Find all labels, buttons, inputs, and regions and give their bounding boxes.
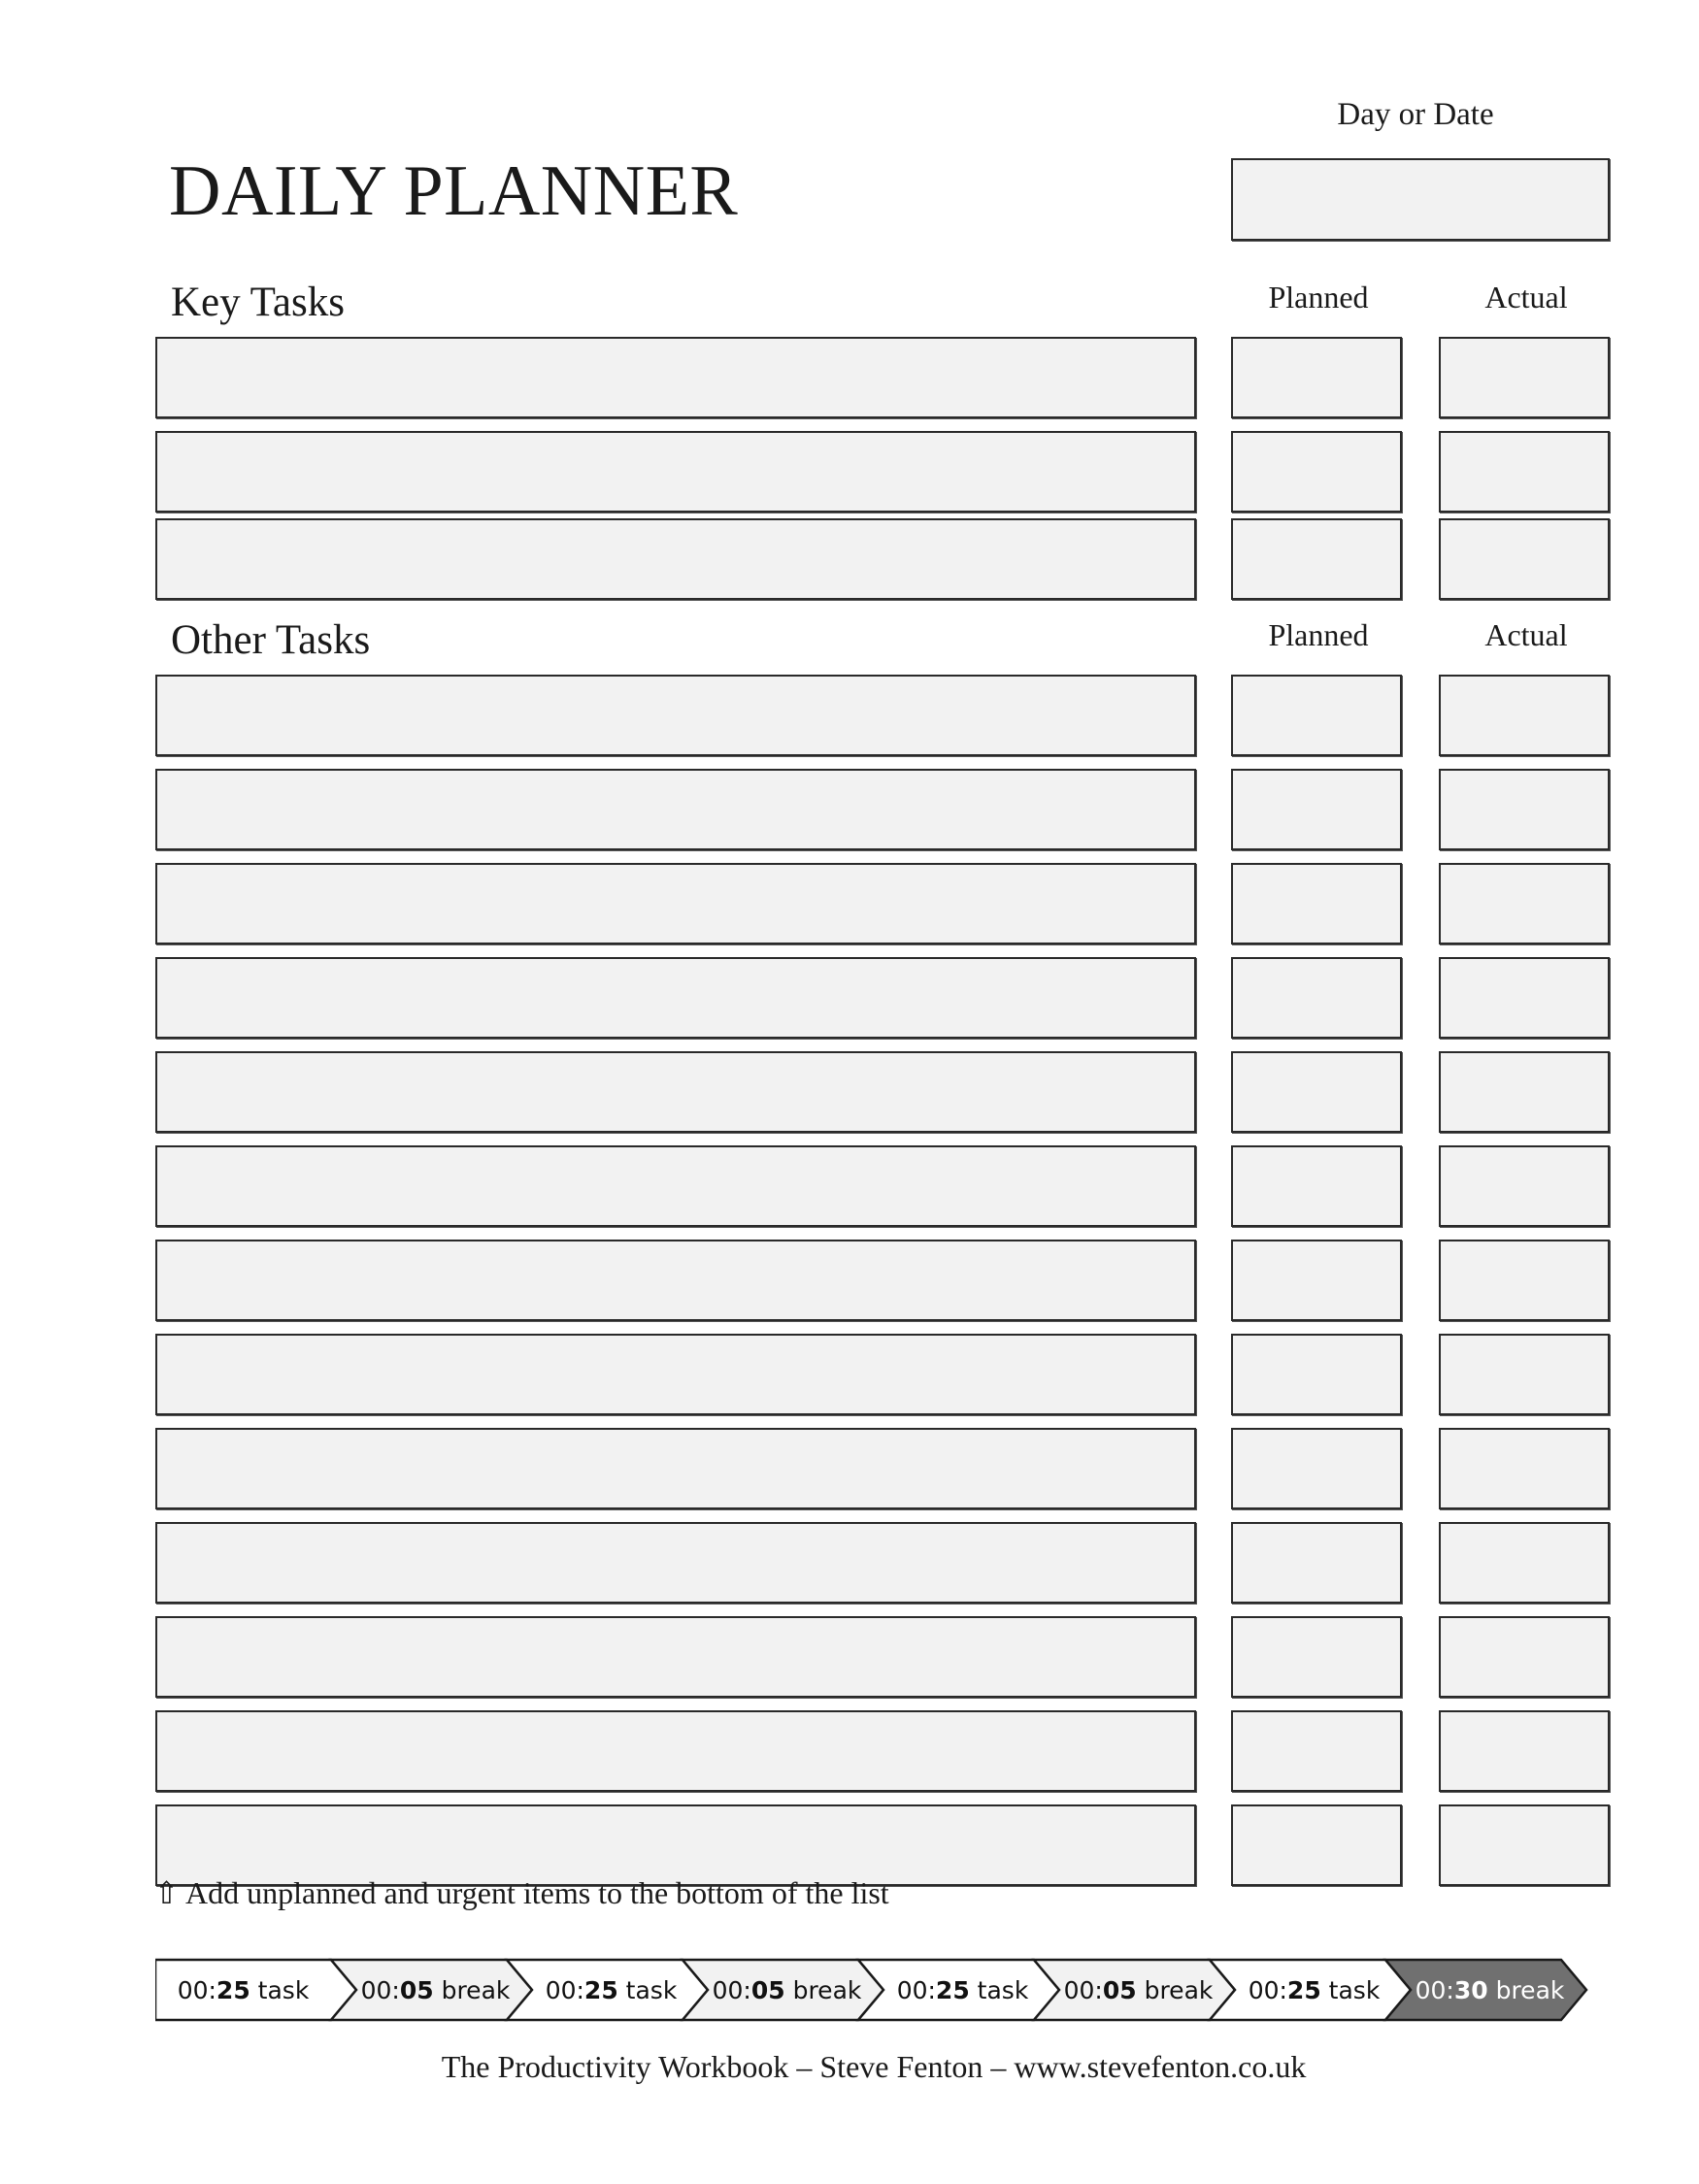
other-actual-field[interactable] [1439,1334,1610,1415]
other-planned-field[interactable] [1231,1710,1402,1792]
timeline-segment-label: 00:30 break [1415,1976,1565,2004]
page-title: DAILY PLANNER [169,151,739,231]
other-planned-field[interactable] [1231,1334,1402,1415]
other-actual-field[interactable] [1439,1240,1610,1321]
key-actual-label: Actual [1484,280,1568,314]
other-actual-field[interactable] [1439,1522,1610,1604]
footer-credit: The Productivity Workbook – Steve Fenton – www.stevefenton.co.uk [441,2049,1307,2084]
key-task-field[interactable] [155,518,1196,600]
key-planned-label: Planned [1268,280,1369,314]
other-actual-field[interactable] [1439,863,1610,944]
timeline-segment-label: 00:05 break [1063,1976,1214,2004]
other-task-field[interactable] [155,1522,1196,1604]
other-planned-field[interactable] [1231,1804,1402,1886]
other-actual-label: Actual [1484,617,1568,652]
other-actual-field[interactable] [1439,1145,1610,1227]
key-actual-field[interactable] [1439,431,1610,513]
other-task-field[interactable] [155,1240,1196,1321]
other-actual-field[interactable] [1439,1051,1610,1133]
pomodoro-timeline [155,1956,1612,2026]
key-task-field[interactable] [155,337,1196,418]
date-label: Day or Date [1337,97,1494,132]
other-planned-field[interactable] [1231,1145,1402,1227]
bottom-note-text: Add unplanned and urgent items to the bottom of the list [185,1875,889,1910]
other-planned-field[interactable] [1231,863,1402,944]
key-planned-field[interactable] [1231,518,1402,600]
timeline-segment-label: 00:25 task [896,1976,1029,2004]
key-actual-field[interactable] [1439,518,1610,600]
key-tasks-heading: Key Tasks [171,280,345,325]
other-planned-field[interactable] [1231,675,1402,756]
other-actual-field[interactable] [1439,957,1610,1039]
up-arrow-icon: ⇧ [153,1875,180,1910]
other-planned-field[interactable] [1231,769,1402,850]
timeline-segment-label: 00:25 task [1248,1976,1381,2004]
other-planned-field[interactable] [1231,1522,1402,1604]
date-input[interactable] [1231,158,1610,241]
timeline-segment-label: 00:25 task [545,1976,678,2004]
other-task-field[interactable] [155,1145,1196,1227]
key-task-field[interactable] [155,431,1196,513]
other-planned-field[interactable] [1231,1051,1402,1133]
other-task-field[interactable] [155,1616,1196,1698]
other-actual-field[interactable] [1439,1616,1610,1698]
other-task-field[interactable] [155,863,1196,944]
other-planned-field[interactable] [1231,1428,1402,1509]
key-actual-field[interactable] [1439,337,1610,418]
other-task-field[interactable] [155,1051,1196,1133]
timeline-segment-label: 00:05 break [360,1976,511,2004]
key-planned-field[interactable] [1231,431,1402,513]
timeline-segment-label: 00:05 break [712,1976,862,2004]
other-task-field[interactable] [155,1334,1196,1415]
other-planned-field[interactable] [1231,957,1402,1039]
other-task-field[interactable] [155,957,1196,1039]
other-actual-field[interactable] [1439,1710,1610,1792]
other-planned-label: Planned [1268,617,1369,652]
other-planned-field[interactable] [1231,1616,1402,1698]
other-actual-field[interactable] [1439,675,1610,756]
other-actual-field[interactable] [1439,1428,1610,1509]
other-actual-field[interactable] [1439,769,1610,850]
other-actual-field[interactable] [1439,1804,1610,1886]
timeline-segment-label: 00:25 task [177,1976,310,2004]
other-task-field[interactable] [155,675,1196,756]
other-task-field[interactable] [155,1428,1196,1509]
key-planned-field[interactable] [1231,337,1402,418]
other-tasks-heading: Other Tasks [171,617,371,663]
other-task-field[interactable] [155,1710,1196,1792]
other-task-field[interactable] [155,769,1196,850]
bottom-note [153,1874,889,1911]
other-planned-field[interactable] [1231,1240,1402,1321]
